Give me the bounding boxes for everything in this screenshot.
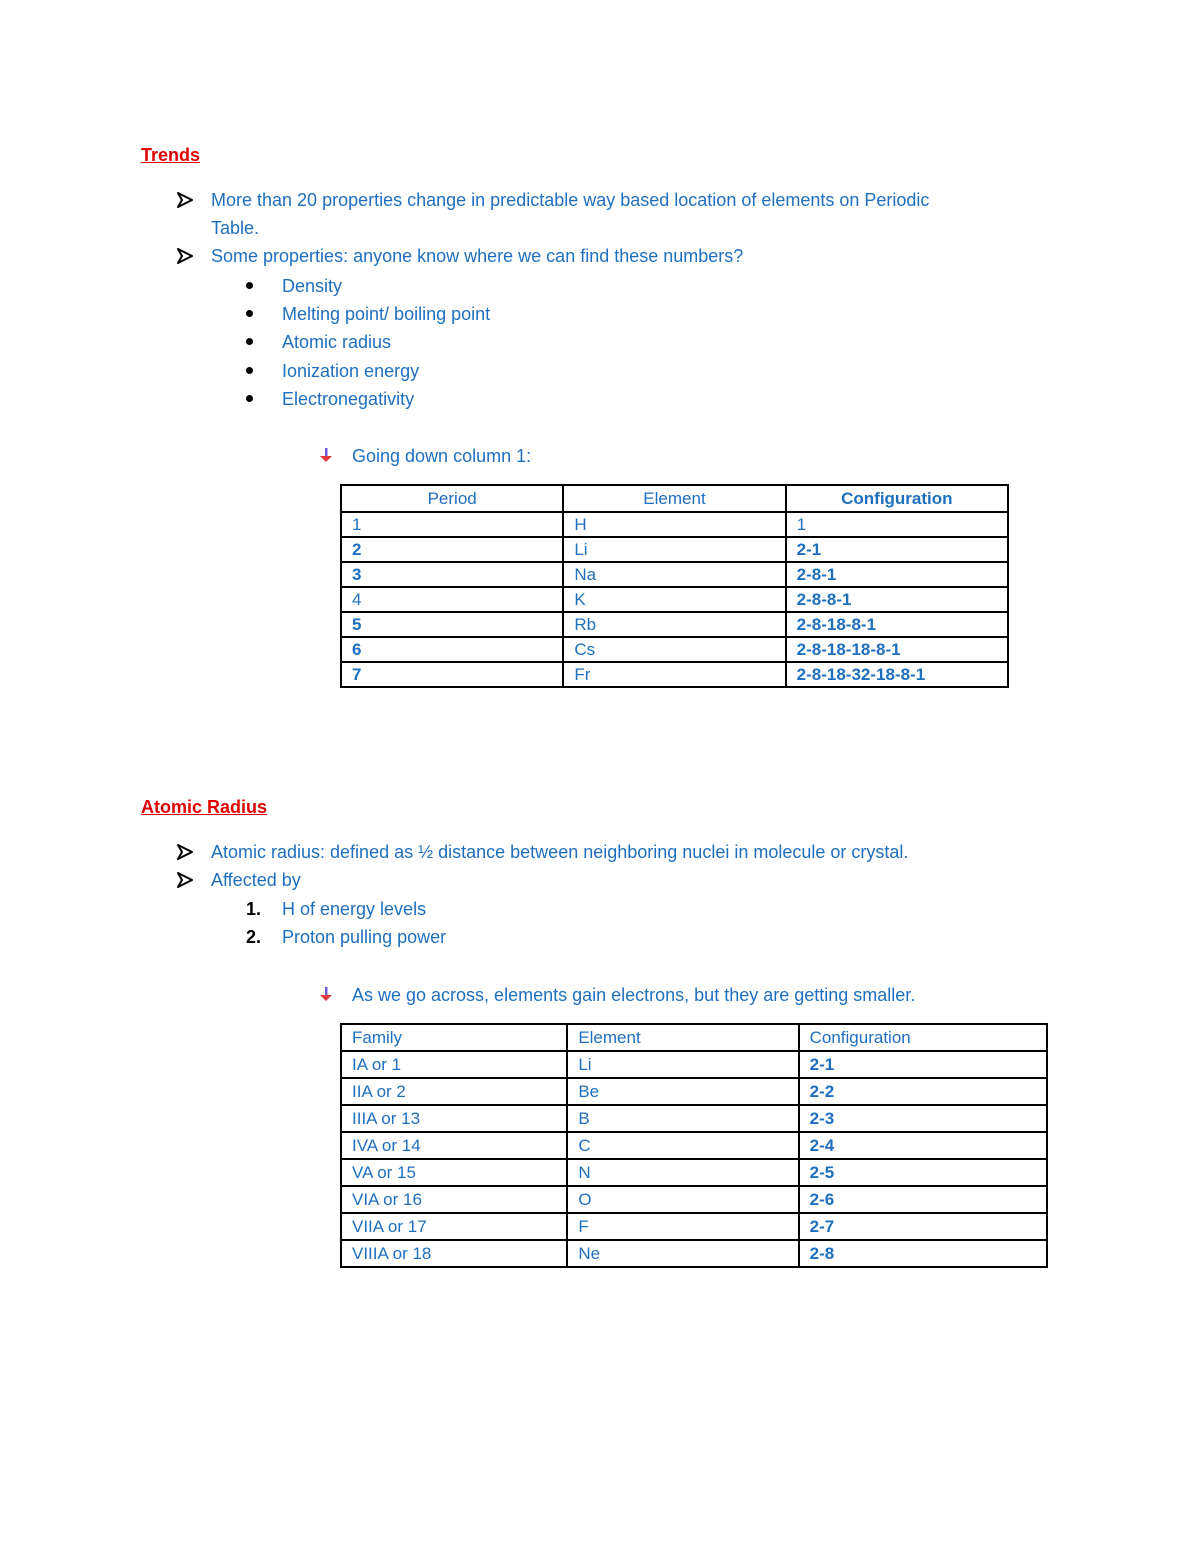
arrow-bullet-icon [176,843,194,861]
table-cell: 2-8-18-18-8-1 [786,637,1008,662]
bullet-dot-icon [246,338,253,345]
table-cell: 2-1 [799,1051,1047,1078]
table-cell: 2-8-18-8-1 [786,612,1008,637]
table-header-row [341,1024,1047,1051]
table-header-cell: Family [341,1024,567,1051]
bullet-dot-icon [246,367,253,374]
table-cell: 2-8-8-1 [786,587,1008,612]
table-cell: 2 [341,537,563,562]
bullet-text: Some properties: anyone know where we can find these numbers? [211,246,744,266]
pushpin-bullet-icon [318,447,334,463]
period-table [340,484,1009,688]
table-cell: VA or 15 [341,1159,567,1186]
table-row [341,1051,1047,1078]
bullet-text: Affected by [211,870,301,890]
bullet-dot-icon [246,282,253,289]
table-cell: 2-6 [799,1186,1047,1213]
bullet-text: Atomic radius: defined as ½ distance between neighboring nuclei in molecule or crystal. [211,842,909,862]
table-row [341,1159,1047,1186]
bullet-dot-icon [246,395,253,402]
property-item: Atomic radius [282,332,392,352]
table-cell: Fr [563,662,785,687]
numbered-item: H of energy levels [282,899,427,919]
table-row [341,1132,1047,1159]
table-row [341,1240,1047,1267]
list-number: 1. [246,899,262,919]
table-row [341,662,1008,687]
table-cell: H [563,512,785,537]
table-cell: 2-8-18-32-18-8-1 [786,662,1008,687]
arrow-bullet-icon [176,191,194,209]
table-cell: 6 [341,637,563,662]
table-cell: VIIIA or 18 [341,1240,567,1267]
table-header-cell: Configuration [786,485,1008,512]
table-cell: Na [563,562,785,587]
table-header-cell: Element [567,1024,798,1051]
table-cell: O [567,1186,798,1213]
table-cell: 7 [341,662,563,687]
table-cell: 4 [341,587,563,612]
table-cell: Be [567,1078,798,1105]
table-cell: Li [563,537,785,562]
family-table [340,1023,1048,1268]
table-cell: IVA or 14 [341,1132,567,1159]
bullet-dot-icon [246,310,253,317]
table-cell: 2-5 [799,1159,1047,1186]
table-cell: K [563,587,785,612]
table-cell: N [567,1159,798,1186]
table-row [341,512,1008,537]
pushpin-bullet-icon [318,986,334,1002]
table-row [341,1078,1047,1105]
property-item: Ionization energy [282,361,420,381]
table-cell: 3 [341,562,563,587]
table-cell: IA or 1 [341,1051,567,1078]
table-cell: F [567,1213,798,1240]
table-cell: Li [567,1051,798,1078]
table-row [341,537,1008,562]
note-text: Going down column 1: [352,446,532,466]
table-cell: 2-8 [799,1240,1047,1267]
numbered-item: Proton pulling power [282,927,447,947]
table-row [341,587,1008,612]
section-heading-atomic-radius: Atomic Radius [141,797,268,817]
section-heading-trends: Trends [141,145,201,165]
table-cell: 1 [786,512,1008,537]
table-cell: VIIA or 17 [341,1213,567,1240]
table-cell: C [567,1132,798,1159]
table-header-row [341,485,1008,512]
table-cell: VIA or 16 [341,1186,567,1213]
table-row [341,637,1008,662]
table-cell: 1 [341,512,563,537]
table-row [341,1105,1047,1132]
table-row [341,1213,1047,1240]
table-header-cell: Configuration [799,1024,1047,1051]
table-cell: 2-2 [799,1078,1047,1105]
table-cell: 5 [341,612,563,637]
table-cell: 2-4 [799,1132,1047,1159]
bullet-text: More than 20 properties change in predictable way based location of elements on Periodic [211,190,930,210]
table-header-cell: Period [341,485,563,512]
table-row [341,612,1008,637]
table-cell: B [567,1105,798,1132]
note-text: As we go across, elements gain electrons, but they are getting smaller. [352,985,916,1005]
table-cell: 2-3 [799,1105,1047,1132]
table-cell: Ne [567,1240,798,1267]
table-cell: 2-8-1 [786,562,1008,587]
property-item: Density [282,276,343,296]
table-cell: Cs [563,637,785,662]
table-cell: Rb [563,612,785,637]
property-item: Melting point/ boiling point [282,304,491,324]
table-header-cell: Element [563,485,785,512]
bullet-text-continued: Table. [211,218,260,238]
arrow-bullet-icon [176,247,194,265]
arrow-bullet-icon [176,871,194,889]
table-row [341,1186,1047,1213]
list-number: 2. [246,927,262,947]
table-cell: IIA or 2 [341,1078,567,1105]
table-cell: 2-7 [799,1213,1047,1240]
table-cell: 2-1 [786,537,1008,562]
property-item: Electronegativity [282,389,415,409]
table-row [341,562,1008,587]
table-cell: IIIA or 13 [341,1105,567,1132]
